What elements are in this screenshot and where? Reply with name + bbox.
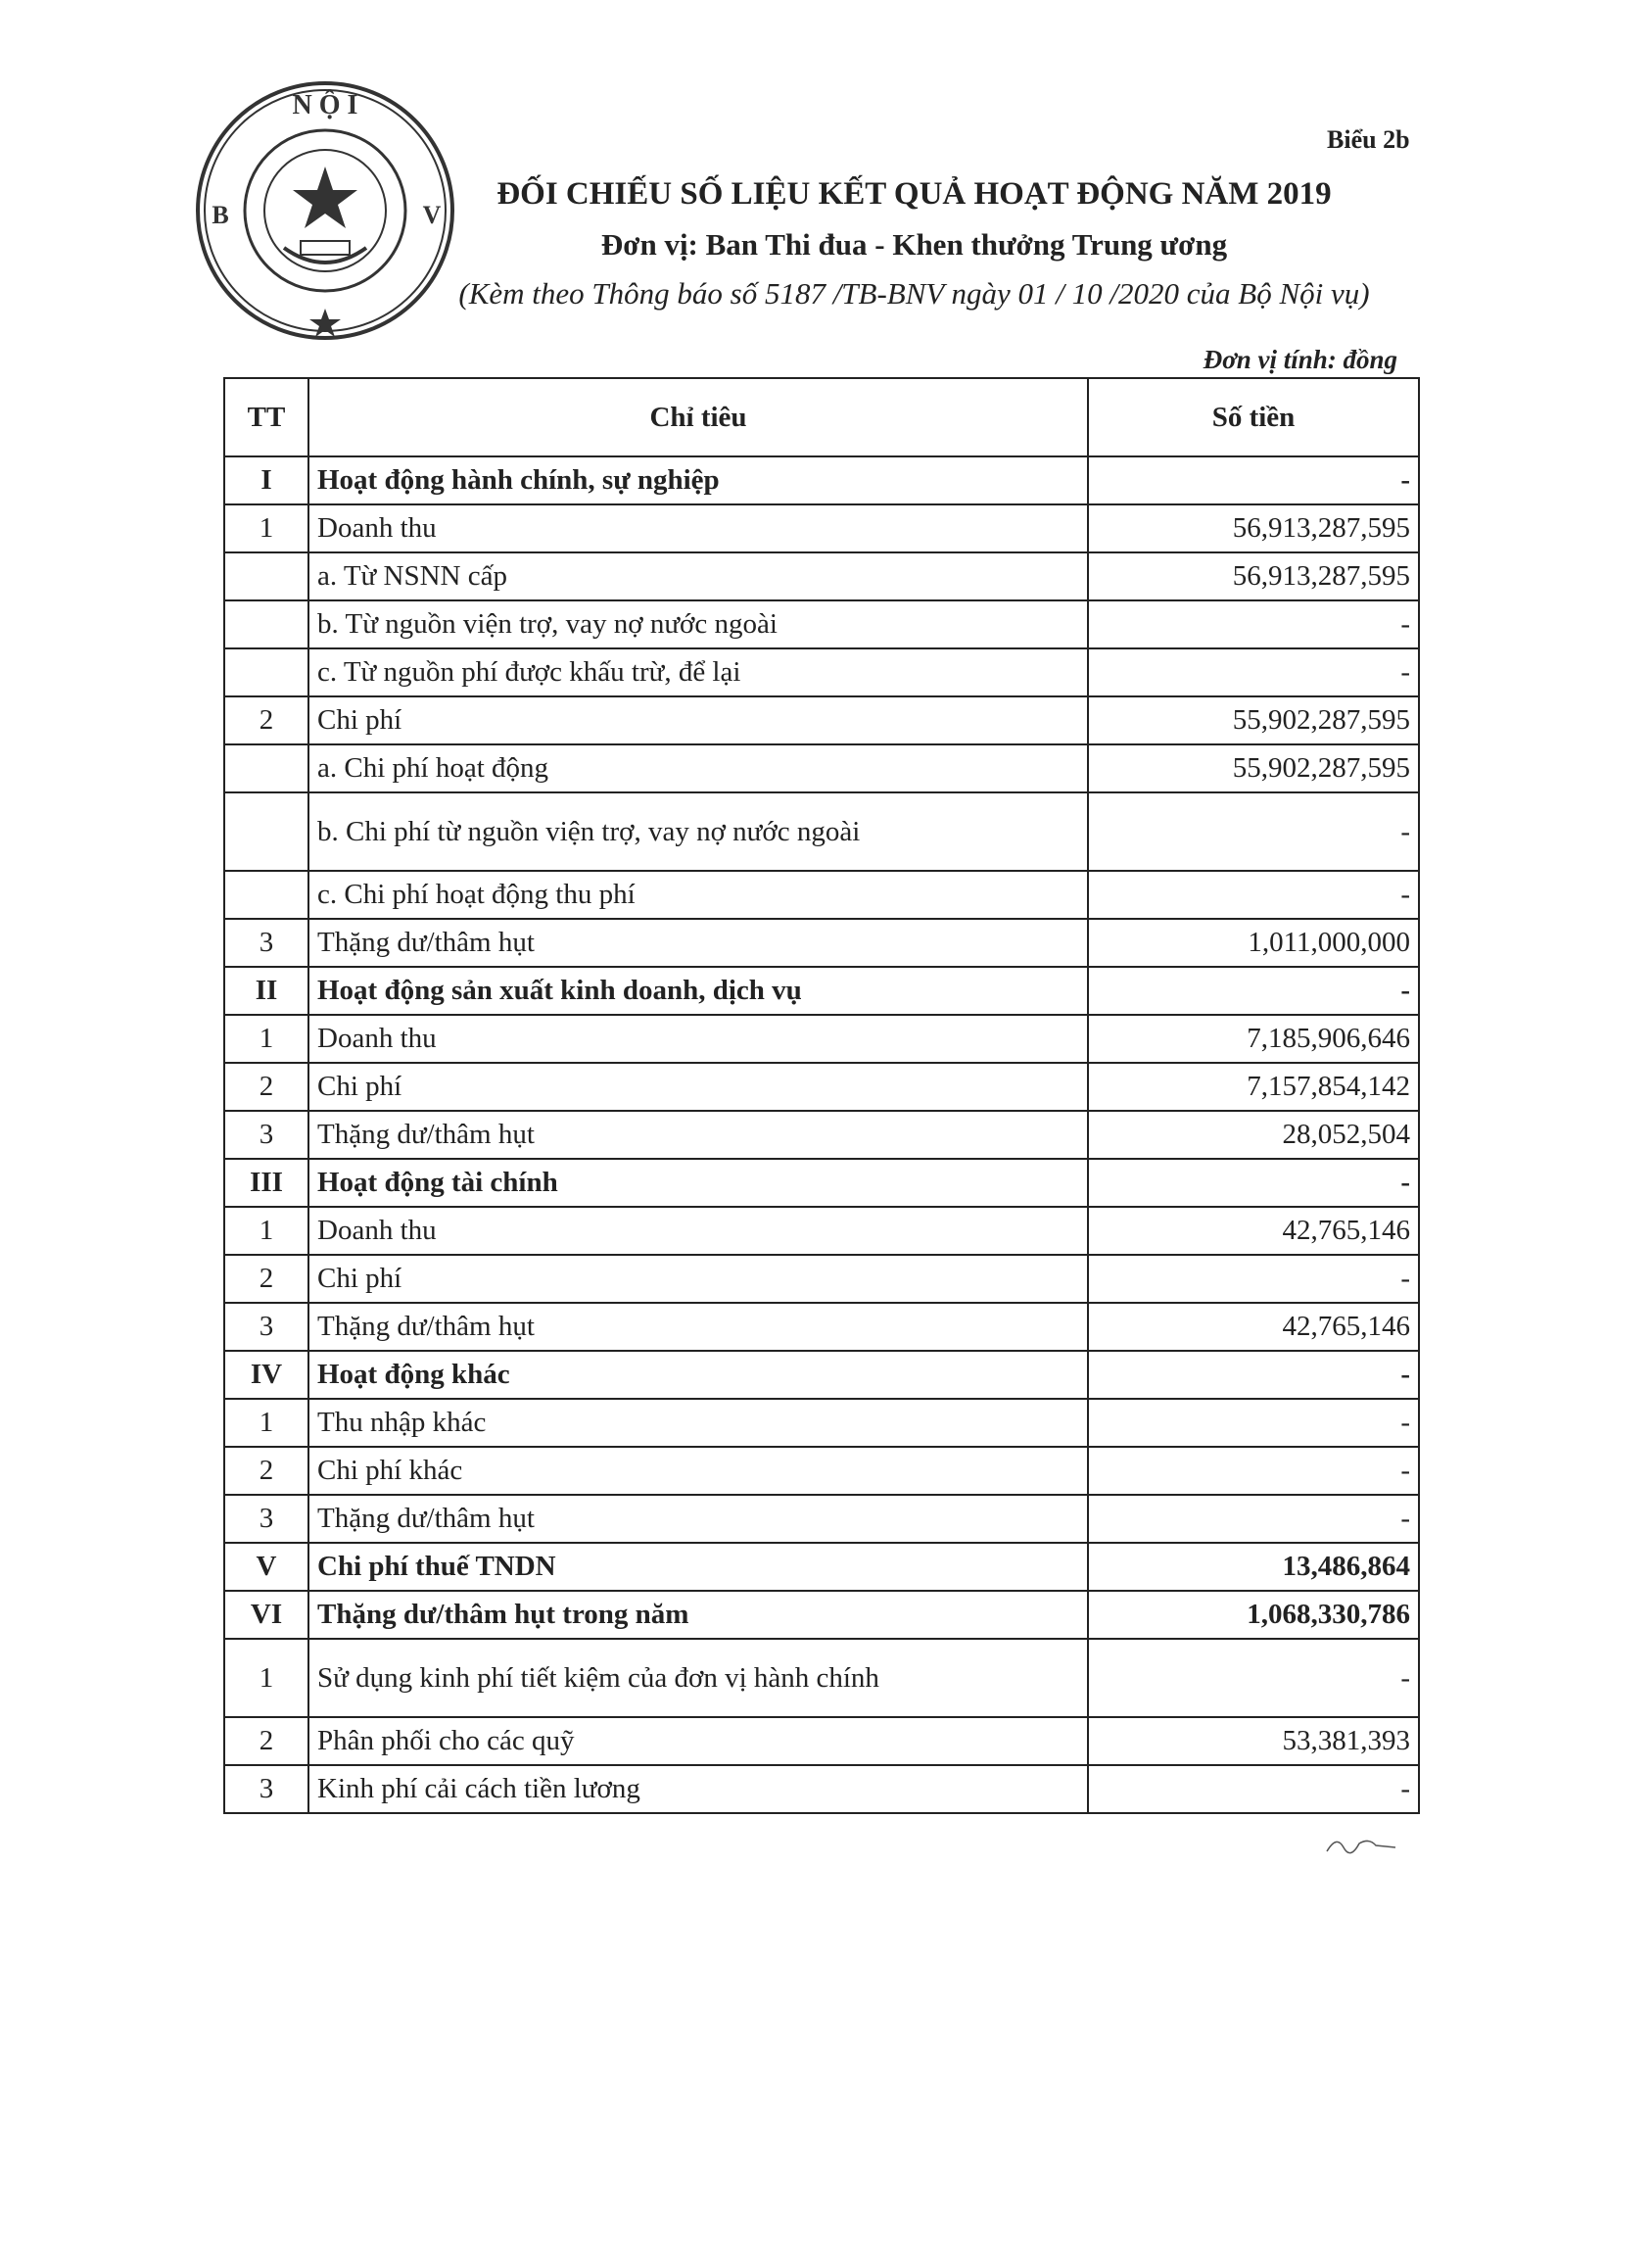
row-indicator: Doanh thu [308, 504, 1088, 552]
table-row [224, 1063, 1419, 1111]
table-row [224, 552, 1419, 600]
row-amount: - [1088, 1765, 1419, 1813]
reference-line: (Kèm theo Thông báo số 5187 /TB-BNV ngày 01 / 10 /2020 của Bộ Nội vụ) [458, 276, 1370, 311]
row-indicator: Chi phí [308, 1255, 1088, 1303]
header-amount: Số tiền [1088, 378, 1419, 456]
row-amount: 56,913,287,595 [1088, 552, 1419, 600]
row-indicator: c. Từ nguồn phí được khấu trừ, để lại [308, 648, 1088, 696]
table-row [224, 1717, 1419, 1765]
table-row [224, 871, 1419, 919]
row-tt: 3 [224, 1765, 308, 1813]
table-body [224, 456, 1419, 1813]
header-indicator: Chỉ tiêu [308, 378, 1088, 456]
row-amount: - [1088, 967, 1419, 1015]
table-row [224, 1543, 1419, 1591]
row-tt: 3 [224, 1495, 308, 1543]
row-tt [224, 792, 308, 871]
row-amount: 42,765,146 [1088, 1207, 1419, 1255]
row-amount: - [1088, 1447, 1419, 1495]
row-indicator: a. Từ NSNN cấp [308, 552, 1088, 600]
row-indicator: b. Từ nguồn viện trợ, vay nợ nước ngoài [308, 600, 1088, 648]
document-title: ĐỐI CHIẾU SỐ LIỆU KẾT QUẢ HOẠT ĐỘNG NĂM 2019 [496, 176, 1332, 212]
table-row [224, 1591, 1419, 1639]
results-table [223, 377, 1420, 1814]
row-indicator: Chi phí thuế TNDN [308, 1543, 1088, 1591]
table-row [224, 1639, 1419, 1717]
row-tt: II [224, 967, 308, 1015]
row-amount: - [1088, 792, 1419, 871]
currency-unit: Đơn vị tính: đồng [1203, 345, 1397, 374]
row-indicator: Hoạt động tài chính [308, 1159, 1088, 1207]
table-row [224, 1015, 1419, 1063]
row-amount: 7,157,854,142 [1088, 1063, 1419, 1111]
row-amount: - [1088, 1351, 1419, 1399]
row-indicator: Chi phí [308, 696, 1088, 744]
row-amount: 55,902,287,595 [1088, 696, 1419, 744]
row-indicator: Phân phối cho các quỹ [308, 1717, 1088, 1765]
row-tt: III [224, 1159, 308, 1207]
row-tt: 1 [224, 1639, 308, 1717]
row-amount: 55,902,287,595 [1088, 744, 1419, 792]
row-indicator: Doanh thu [308, 1015, 1088, 1063]
row-tt: 1 [224, 1399, 308, 1447]
row-amount: - [1088, 1399, 1419, 1447]
row-tt: 3 [224, 919, 308, 967]
row-indicator: Thặng dư/thâm hụt [308, 919, 1088, 967]
row-indicator: Thặng dư/thâm hụt [308, 1495, 1088, 1543]
unit-line: Đơn vị: Ban Thi đua - Khen thưởng Trung ương [600, 227, 1228, 262]
svg-text:B: B [212, 201, 229, 229]
row-tt: 3 [224, 1111, 308, 1159]
svg-text:N Ộ I: N Ộ I [292, 90, 358, 120]
handwritten-initials-icon [1322, 1830, 1400, 1859]
table-row [224, 919, 1419, 967]
row-tt: 1 [224, 1015, 308, 1063]
row-tt [224, 600, 308, 648]
row-amount: 7,185,906,646 [1088, 1015, 1419, 1063]
svg-text:V: V [422, 201, 442, 229]
row-indicator: Chi phí khác [308, 1447, 1088, 1495]
table-row [224, 744, 1419, 792]
form-label: Biểu 2b [1327, 125, 1410, 154]
row-indicator: Thặng dư/thâm hụt [308, 1303, 1088, 1351]
row-amount: - [1088, 1159, 1419, 1207]
row-indicator: Sử dụng kinh phí tiết kiệm của đơn vị hành chính [308, 1639, 1088, 1717]
row-amount: 56,913,287,595 [1088, 504, 1419, 552]
row-indicator: Hoạt động hành chính, sự nghiệp [308, 456, 1088, 504]
row-indicator: Chi phí [308, 1063, 1088, 1111]
table-row [224, 1351, 1419, 1399]
row-amount: - [1088, 600, 1419, 648]
row-indicator: Thu nhập khác [308, 1399, 1088, 1447]
table-row [224, 648, 1419, 696]
row-tt [224, 552, 308, 600]
table-row [224, 1447, 1419, 1495]
row-tt: V [224, 1543, 308, 1591]
table-row [224, 1399, 1419, 1447]
row-indicator: Kinh phí cải cách tiền lương [308, 1765, 1088, 1813]
row-amount: - [1088, 456, 1419, 504]
row-indicator: Doanh thu [308, 1207, 1088, 1255]
header-tt: TT [224, 378, 308, 456]
table-row [224, 1207, 1419, 1255]
row-amount: 53,381,393 [1088, 1717, 1419, 1765]
row-indicator: c. Chi phí hoạt động thu phí [308, 871, 1088, 919]
row-tt [224, 648, 308, 696]
table-row [224, 1255, 1419, 1303]
row-tt: 2 [224, 1447, 308, 1495]
table-row [224, 1765, 1419, 1813]
row-amount: - [1088, 1495, 1419, 1543]
row-amount: 28,052,504 [1088, 1111, 1419, 1159]
row-amount: 1,068,330,786 [1088, 1591, 1419, 1639]
table-row [224, 600, 1419, 648]
row-tt: IV [224, 1351, 308, 1399]
row-indicator: Thặng dư/thâm hụt trong năm [308, 1591, 1088, 1639]
row-tt: 1 [224, 504, 308, 552]
table-row [224, 504, 1419, 552]
row-tt [224, 744, 308, 792]
row-tt: 2 [224, 696, 308, 744]
table-row [224, 1159, 1419, 1207]
table-row [224, 456, 1419, 504]
row-tt: 2 [224, 1717, 308, 1765]
row-indicator: a. Chi phí hoạt động [308, 744, 1088, 792]
row-amount: - [1088, 1255, 1419, 1303]
row-amount: 42,765,146 [1088, 1303, 1419, 1351]
row-amount: - [1088, 1639, 1419, 1717]
row-indicator: Hoạt động sản xuất kinh doanh, dịch vụ [308, 967, 1088, 1015]
row-indicator: Thặng dư/thâm hụt [308, 1111, 1088, 1159]
row-indicator: Hoạt động khác [308, 1351, 1088, 1399]
table-row [224, 696, 1419, 744]
row-amount: - [1088, 648, 1419, 696]
row-tt: 2 [224, 1255, 308, 1303]
table-header-row [224, 378, 1419, 456]
table-row [224, 1303, 1419, 1351]
table-row [224, 967, 1419, 1015]
row-indicator: b. Chi phí từ nguồn viện trợ, vay nợ nước ngoài [308, 792, 1088, 871]
row-tt: 3 [224, 1303, 308, 1351]
row-tt: 2 [224, 1063, 308, 1111]
table-row [224, 1495, 1419, 1543]
row-tt: 1 [224, 1207, 308, 1255]
row-tt: I [224, 456, 308, 504]
table-row [224, 792, 1419, 871]
row-amount: 13,486,864 [1088, 1543, 1419, 1591]
row-tt: VI [224, 1591, 308, 1639]
table-row [224, 1111, 1419, 1159]
row-amount: - [1088, 871, 1419, 919]
row-amount: 1,011,000,000 [1088, 919, 1419, 967]
row-tt [224, 871, 308, 919]
